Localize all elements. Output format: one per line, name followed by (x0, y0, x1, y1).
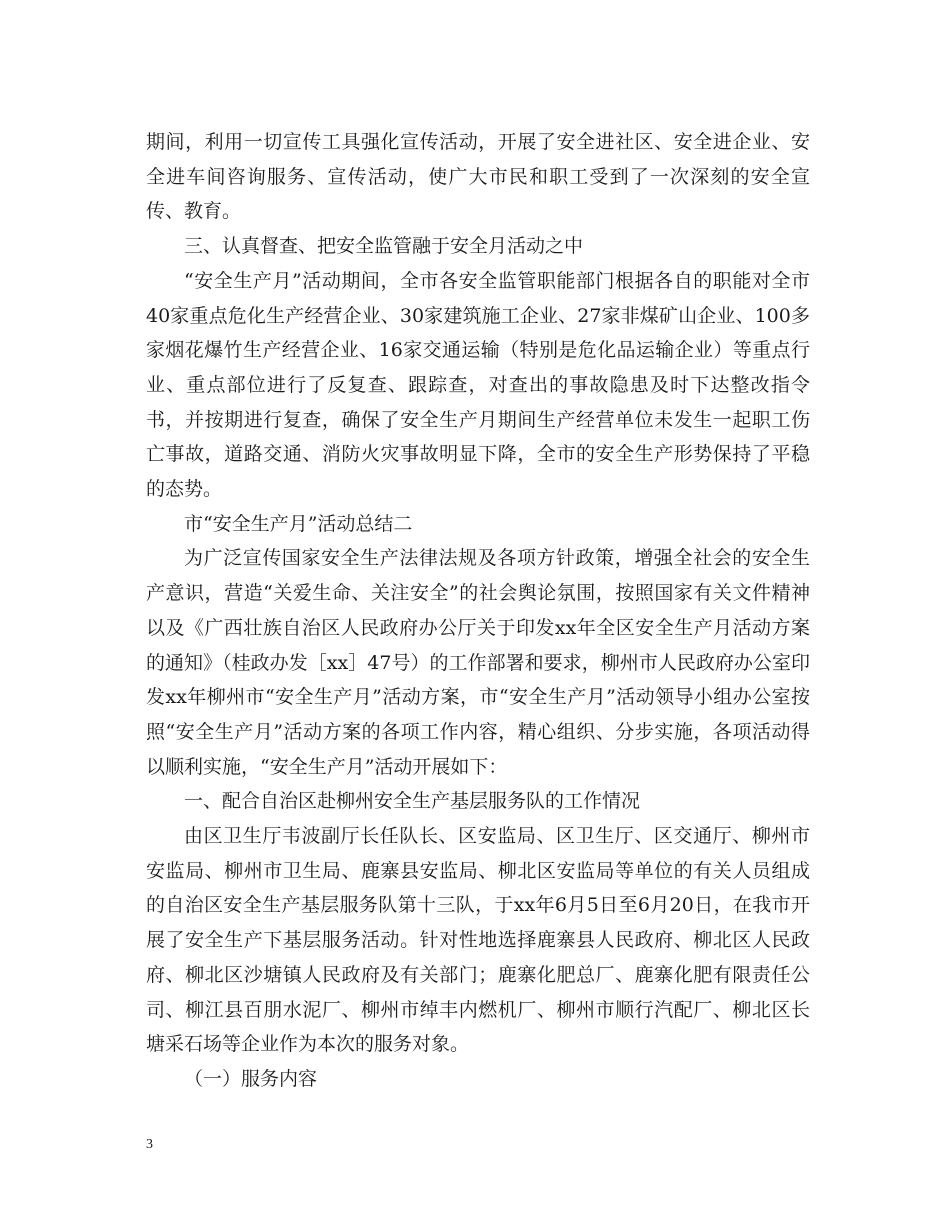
paragraph-inspection: “安全生产月”活动期间，全市各安全监管职能部门根据各自的职能对全市40家重点危化生产经营企业、30家建筑施工企业、27家非煤矿山企业、100多家烟花爆竹生产经营企业、16家交通运输（特别是危化品运输企业）等重点行业、重点部位进行了反复查、跟踪查，对查出的事故隐患及时下达整改指令书，并按期进行复查，确保了安全生产月期间生产经营单位未发生一起职工伤亡事故，道路交通、消防火灾事故明显下降，全市的安全生产形势保持了平稳的态势。 (146, 269, 810, 501)
paragraph-1: 期间，利用一切宣传工具强化宣传活动，开展了安全进社区、安全进企业、安全进车间咨询服务、宣传活动，使广大市民和职工受到了一次深刻的安全宣传、教育。 (146, 131, 810, 223)
document-body (146, 125, 810, 1097)
section-heading-3: 三、认真督查、把安全监管融于安全月活动之中 (184, 235, 584, 258)
paragraph-intro: 为广泛宣传国家安全生产法律法规及各项方针政策，增强全社会的安全生产意识，营造“关爱生命、关注安全”的社会舆论氛围，按照国家有关文件精神以及《广西壮族自治区人民政府办公厅关于印发xx年全区安全生产月活动方案的通知》（桂政办发［xx］47号）的工作部署和要求，柳州市人民政府办公室印发xx年柳州市“安全生产月”活动方案，市“安全生产月”活动领导小组办公室按照“安全生产月”活动方案的各项工作内容，精心组织、分步实施，各项活动得以顺利实施，“安全生产月”活动开展如下： (146, 547, 810, 778)
subsection-heading: （一）服务内容 (184, 1067, 318, 1090)
paragraph-service-team: 由区卫生厅韦波副厅长任队长、区安监局、区卫生厅、区交通厅、柳州市安监局、柳州市卫生局、鹿寨县安监局、柳北区安监局等单位的有关人员组成的自治区安全生产基层服务队第十三队，于xx年6月5日至6月20日，在我市开展了安全生产下基层服务活动。针对性地选择鹿寨县人民政府、柳北区人民政府、柳北区沙塘镇人民政府及有关部门；鹿寨化肥总厂、鹿寨化肥有限责任公司、柳江县百朋水泥厂、柳州市绰丰内燃机厂、柳州市顺行汽配厂、柳北区长塘采石场等企业作为本次的服务对象。 (146, 825, 810, 1056)
page-number: 3 (146, 1137, 153, 1152)
section-heading-1: 一、配合自治区赴柳州安全生产基层服务队的工作情况 (184, 790, 641, 813)
summary-title-2: 市“安全生产月”活动总结二 (184, 512, 413, 535)
